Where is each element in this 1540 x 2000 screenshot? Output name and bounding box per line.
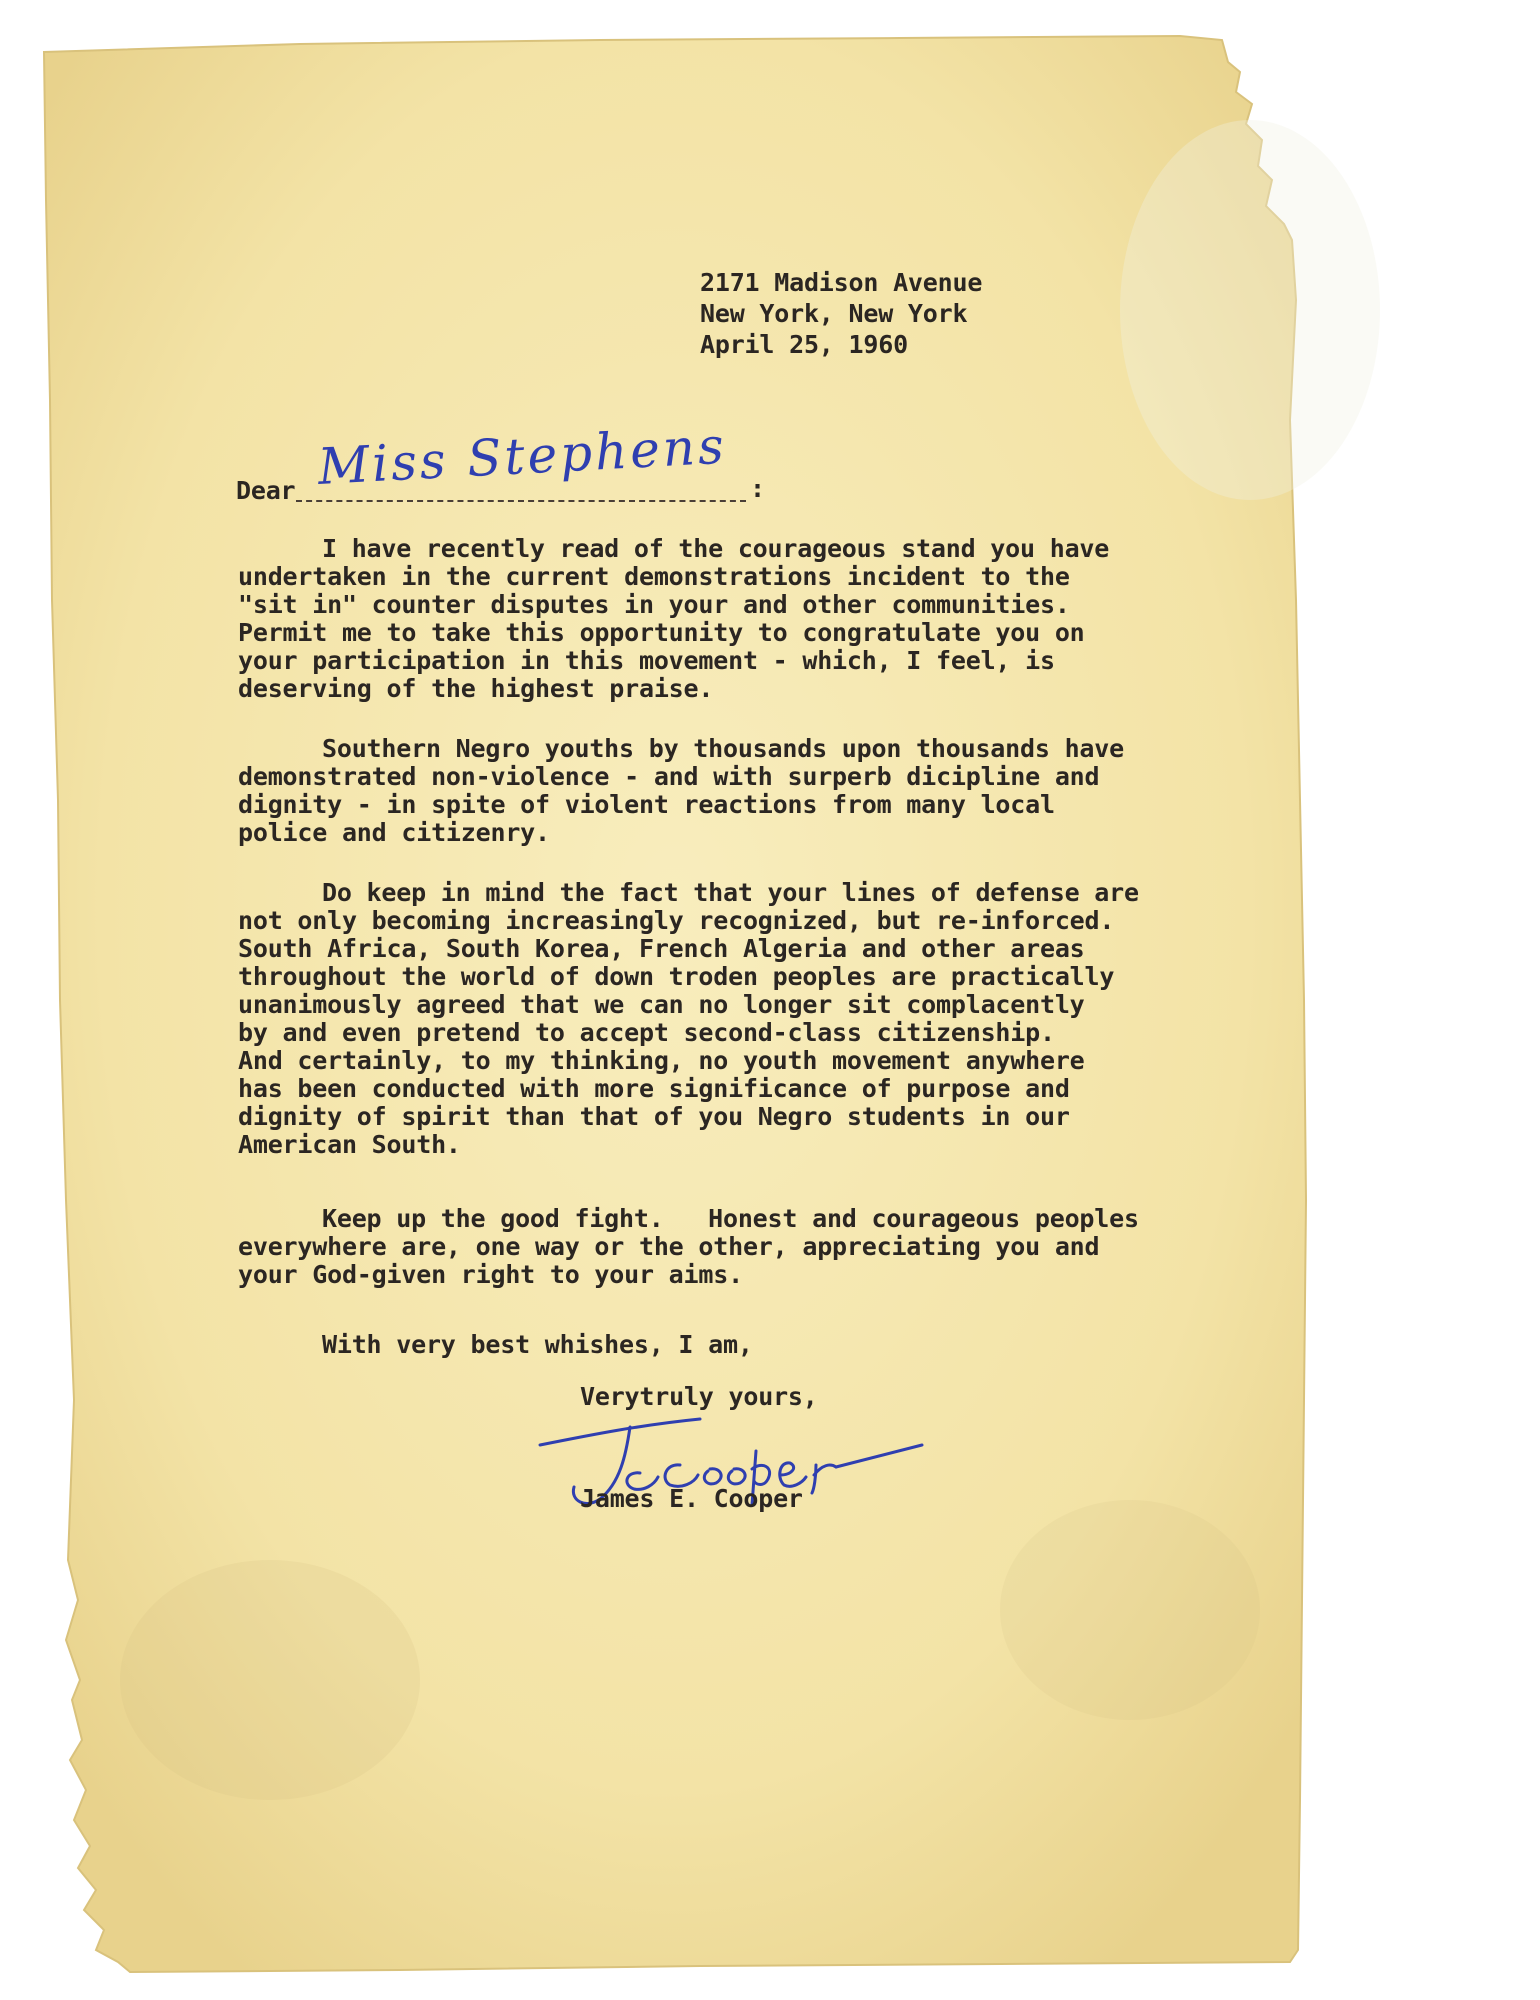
paragraph-1-line: undertaken in the current demonstrations incident to the xyxy=(238,562,1070,591)
salutation-prefix: Dear xyxy=(236,476,296,505)
paragraph-2-line: Southern Negro youths by thousands upon thousands have xyxy=(322,734,1124,763)
paragraph-3-line: dignity of spirit than that of you Negro students in our xyxy=(238,1102,1070,1131)
paragraph-3-line: by and even pretend to accept second-class citizenship. xyxy=(238,1018,1055,1047)
paragraph-2-line: demonstrated non-violence - and with surperb dicipline and xyxy=(238,762,1100,791)
complimentary-close: Verytruly yours, xyxy=(580,1382,818,1411)
paragraph-4-line: Keep up the good fight. Honest and courageous peoples xyxy=(322,1204,1139,1233)
paragraph-3-line: Do keep in mind the fact that your lines of defense are xyxy=(322,878,1139,907)
paragraph-1-line: I have recently read of the courageous stand you have xyxy=(322,534,1110,563)
closing-line: With very best whishes, I am, xyxy=(322,1330,753,1359)
paragraph-2-line: police and citizenry. xyxy=(238,818,550,847)
salutation-colon: : xyxy=(750,474,765,503)
typed-signatory-name: James E. Cooper xyxy=(580,1484,803,1513)
salutation-blank-line xyxy=(296,500,746,502)
address-street: 2171 Madison Avenue xyxy=(700,268,983,297)
paragraph-3-line: has been conducted with more significance of purpose and xyxy=(238,1074,1070,1103)
paragraph-1-line: your participation in this movement - which, I feel, is xyxy=(238,646,1055,675)
paragraph-1-line: Permit me to take this opportunity to congratulate you on xyxy=(238,618,1085,647)
handwritten-recipient-name: Miss Stephens xyxy=(316,416,728,496)
paragraph-3-line: South Africa, South Korea, French Algeria and other areas xyxy=(238,934,1085,963)
paragraph-3-line: And certainly, to my thinking, no youth movement anywhere xyxy=(238,1046,1085,1075)
paragraph-3-line: unanimously agreed that we can no longer sit complacently xyxy=(238,990,1085,1019)
paragraph-3-line: not only becoming increasingly recognized, but re-inforced. xyxy=(238,906,1115,935)
paragraph-2-line: dignity - in spite of violent reactions from many local xyxy=(238,790,1055,819)
letter-date: April 25, 1960 xyxy=(700,330,908,359)
paragraph-3-line: throughout the world of down troden peoples are practically xyxy=(238,962,1115,991)
paragraph-4-line: your God-given right to your aims. xyxy=(238,1260,743,1289)
paragraph-3-line: American South. xyxy=(238,1130,461,1159)
paragraph-1-line: "sit in" counter disputes in your and other communities. xyxy=(238,590,1070,619)
paragraph-1-line: deserving of the highest praise. xyxy=(238,674,714,703)
address-city: New York, New York xyxy=(700,299,968,328)
paragraph-4-line: everywhere are, one way or the other, appreciating you and xyxy=(238,1232,1100,1261)
